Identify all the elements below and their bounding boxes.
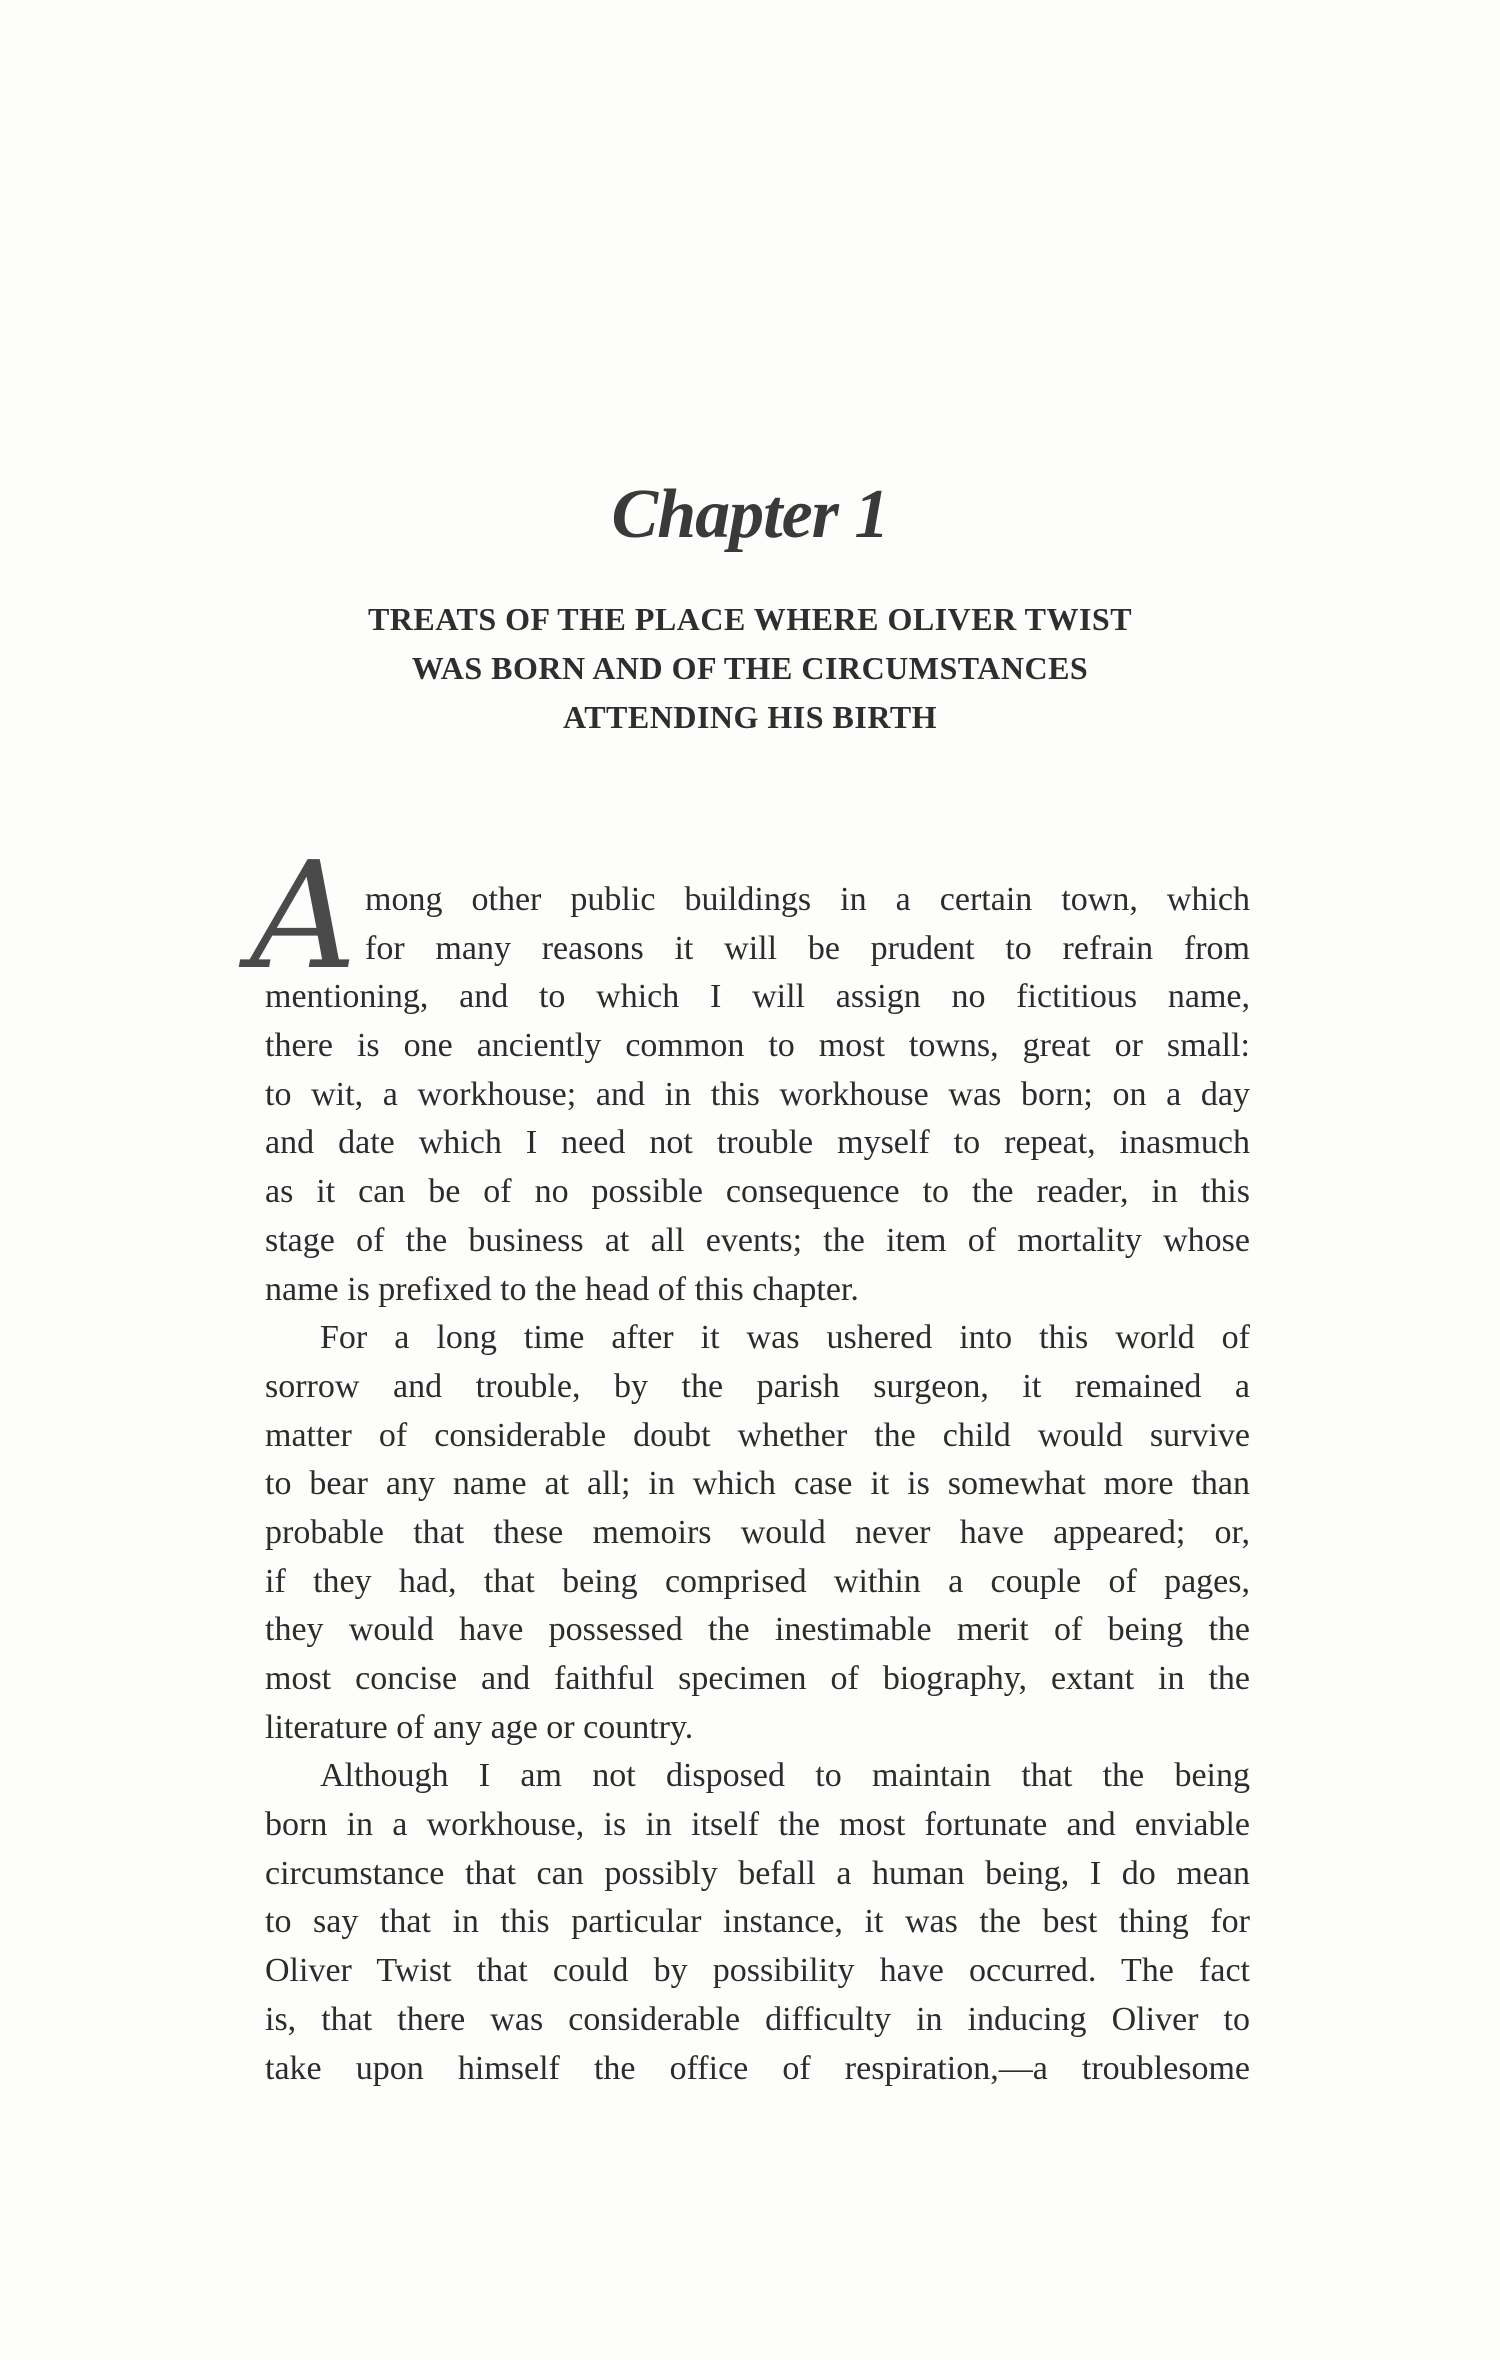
paragraph-3 [265, 1752, 1250, 2093]
text-line: probable that these memoirs would never have appeared; or, [265, 1513, 1250, 1551]
chapter-subtitle [250, 595, 1250, 742]
text-line: and date which I need not trouble myself to repeat, inasmuch [265, 1124, 1250, 1162]
text-line: Although I am not disposed to maintain that the being [320, 1757, 1250, 1795]
text-line: as it can be of no possible consequence to the reader, in this [265, 1173, 1250, 1211]
text-line: most concise and faithful specimen of biography, extant in the [265, 1660, 1250, 1697]
text-line: there is one anciently common to most towns, great or small: [265, 1027, 1250, 1065]
chapter-heading: Chapter 1 [611, 476, 889, 553]
text-line: mong other public buildings in a certain town, which [365, 881, 1250, 918]
text-line: to wit, a workhouse; and in this workhouse was born; on a day [265, 1075, 1250, 1113]
text-line: stage of the business at all events; the item of mortality whose [265, 1221, 1250, 1259]
text-line: to bear any name at all; in which case it is somewhat more than [265, 1465, 1250, 1503]
text-line: they would have possessed the inestimable merit of being the [265, 1611, 1250, 1649]
text-line: Oliver Twist that could by possibility have occurred. The fact [265, 1952, 1250, 1990]
chapter-subtitle-line: ATTENDING HIS BIRTH [562, 699, 938, 735]
text-line: is, that there was considerable difficulty in inducing Oliver to [265, 2000, 1250, 2038]
paragraph-1 [250, 830, 1250, 1314]
text-line: matter of considerable doubt whether the child would survive [265, 1416, 1250, 1454]
text-line: to say that in this particular instance, it was the best thing for [265, 1903, 1250, 1941]
text-line: circumstance that can possibly befall a human being, I do mean [265, 1854, 1250, 1892]
chapter-subtitle-line: TREATS OF THE PLACE WHERE OLIVER TWIST [367, 601, 1133, 637]
text-line: name is prefixed to the head of this chapter. [265, 1270, 859, 1308]
text-line: sorrow and trouble, by the parish surgeon, it remained a [265, 1367, 1250, 1405]
text-line: take upon himself the office of respiration,—a troublesome [265, 2049, 1250, 2087]
chapter-subtitle-line: WAS BORN AND OF THE CIRCUMSTANCES [411, 650, 1089, 686]
text-line: For a long time after it was ushered into this world of [320, 1319, 1250, 1357]
text-line: born in a workhouse, is in itself the most fortunate and enviable [265, 1806, 1250, 1844]
text-line: if they had, that being comprised within a couple of pages, [265, 1562, 1250, 1600]
body-text [250, 830, 1250, 2093]
paragraph-2 [265, 1314, 1250, 1752]
drop-cap: A [250, 830, 357, 1002]
text-line: for many reasons it will be prudent to refrain from [365, 929, 1250, 967]
text-line: mentioning, and to which I will assign no fictitious name, [265, 978, 1250, 1016]
text-line: literature of any age or country. [265, 1708, 694, 1746]
